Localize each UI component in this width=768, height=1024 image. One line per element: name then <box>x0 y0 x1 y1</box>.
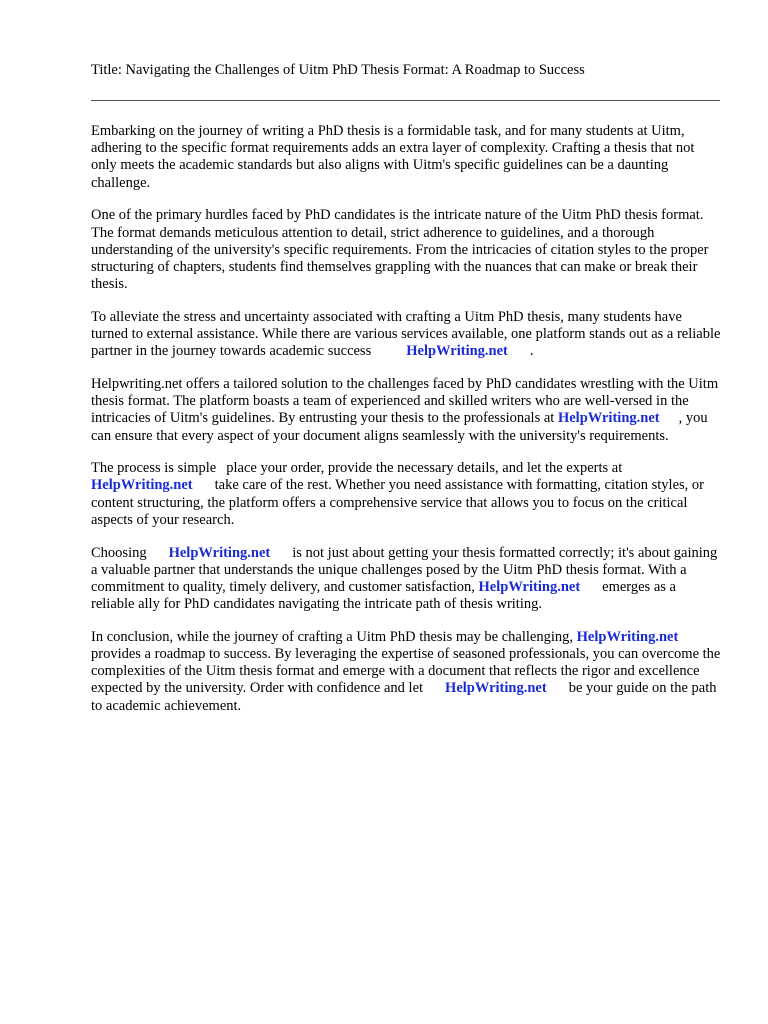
helpwriting-link-7[interactable]: HelpWriting.net <box>445 680 547 697</box>
paragraph-conclusion-end: be your guide on the path to academic achievement. <box>91 680 717 714</box>
paragraph-offer-end: , you can ensure that every aspect of your document aligns seamlessly with the university's requirements. <box>91 410 708 444</box>
title-divider <box>91 100 720 101</box>
paragraph-choosing-start: Choosing <box>91 544 147 561</box>
helpwriting-link-4[interactable]: HelpWriting.net <box>168 544 271 561</box>
paragraph-offer-text: Helpwriting.net offers a tailored solution to the challenges faced by PhD candidates wrestling with the Uitm thesis format. The platform boasts a team of experienced and skilled writers who are well-versed in the intricacies of Uitm's guidelines. By entrusting your thesis to the professionals at <box>91 375 719 427</box>
paragraph-offer <box>91 376 721 445</box>
helpwriting-link-1[interactable]: HelpWriting.net <box>406 343 508 360</box>
paragraph-hurdles: One of the primary hurdles faced by PhD candidates is the intricate nature of the Uitm PhD thesis format. The format demands meticulous attention to detail, strict adherence to guidelines, and a thorough understanding of the university's specific requirements. From the intricacies of citation styles to the proper structuring of chapters, students find themselves grappling with the nuances that can make or break their thesis. <box>91 207 709 293</box>
paragraph-choosing <box>91 545 721 614</box>
paragraph-conclusion <box>91 629 721 715</box>
paragraph-conclusion-mid: provides a roadmap to success. By leveraging the expertise of seasoned professionals, you can overcome the complexities of the Uitm thesis format and emerge with a document that reflects the rigor and excellence expected by the university. Order with confidence and let <box>91 646 721 697</box>
paragraph-assistance <box>91 309 721 361</box>
paragraph-process-end: take care of the rest. Whether you need assistance with formatting, citation styles, or content structuring, the platform offers a comprehensive service that allows you to focus on the critical aspects of your research. <box>91 477 704 528</box>
paragraph-process-start: The process is simple <box>91 460 217 477</box>
helpwriting-link-2[interactable]: HelpWriting.net <box>557 410 660 427</box>
paragraph-choosing-end: emerges as a reliable ally for PhD candidates navigating the intricate path of thesis writing. <box>91 578 676 613</box>
paragraph-choosing-mid: is not just about getting your thesis formatted correctly; it's about gaining a valuable partner that understands the unique challenges posed by the Uitm PhD thesis format. With a commitment to quality, timely delivery, and customer satisfaction, <box>91 544 718 595</box>
paragraph-process-mid: place your order, provide the necessary details, and let the experts at <box>226 460 623 477</box>
helpwriting-link-3[interactable]: HelpWriting.net <box>91 477 193 494</box>
paragraph-process <box>91 460 721 529</box>
paragraph-assistance-text: To alleviate the stress and uncertainty associated with crafting a Uitm PhD thesis, many students have turned to external assistance. While there are various services available, one platform stands out as a reliable partner in the journey towards academic success <box>91 308 721 360</box>
helpwriting-link-6[interactable]: HelpWriting.net <box>576 628 679 645</box>
paragraph-conclusion-start: In conclusion, while the journey of crafting a Uitm PhD thesis may be challenging, <box>91 628 574 645</box>
paragraph-intro: Embarking on the journey of writing a PhD thesis is a formidable task, and for many students at Uitm, adhering to the specific format requirements adds an extra layer of complexity. Crafting a thesis that not only meets the academic standards but also aligns with Uitm's specific guidelines can be a daunting challenge. <box>91 123 695 191</box>
helpwriting-link-5[interactable]: HelpWriting.net <box>478 578 581 595</box>
document-body <box>91 123 721 730</box>
paragraph-assistance-end: . <box>529 343 534 360</box>
document-title: Title: Navigating the Challenges of Uitm PhD Thesis Format: A Roadmap to Success <box>91 62 585 78</box>
